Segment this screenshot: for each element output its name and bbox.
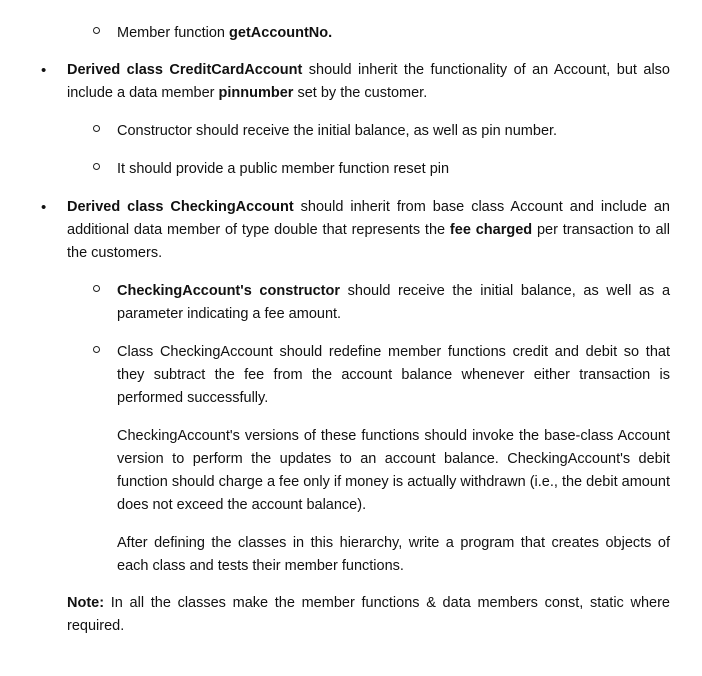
note-label: Note: — [67, 595, 105, 611]
bullet-icon: • — [41, 62, 47, 79]
sub-item-redefine-credit-debit: Class CheckingAccount should redefine member functions credit and debit so that they subtract the fee from the account balance whenever either transaction is performed successfully. — [117, 344, 670, 406]
note-text: In all the classes make the member functions & data members const, static where required. — [67, 595, 670, 634]
bullet-creditcardaccount — [67, 59, 670, 105]
bullet-icon: • — [41, 199, 47, 216]
bullet-text: should inherit the functionality of an Account, but also include a data member — [67, 62, 670, 101]
paragraph-checking-versions: CheckingAccount's versions of these functions should invoke the base-class Account version to perform the updates to an account balance. CheckingAccount's debit function should charge a fee only if money is actually withdrawn (i.e., the debit amount does not exceed the account balance). — [117, 428, 670, 513]
circle-bullet-icon — [93, 125, 100, 132]
sub-item-bold: getAccountNo. — [229, 25, 333, 41]
circle-bullet-icon — [93, 27, 100, 34]
circle-bullet-icon — [93, 285, 100, 292]
sub-item-text: Member function — [117, 25, 230, 41]
sub-item-bold: CheckingAccount's constructor — [117, 283, 340, 299]
note-paragraph — [67, 592, 670, 638]
circle-bullet-icon — [93, 346, 100, 353]
sub-item-reset-pin: It should provide a public member function reset pin — [117, 161, 450, 177]
sub-item-checking-constructor — [117, 280, 670, 326]
bullet-text-end: per transaction to all the customers. — [67, 222, 670, 261]
bullet-text-end: set by the customer. — [293, 85, 428, 101]
paragraph-after-defining: After defining the classes in this hierarchy, write a program that creates objects of each class and tests their member functions. — [117, 535, 670, 574]
bullet-bold-term: pinnumber — [218, 85, 294, 101]
bullet-text: should inherit from base class Account and include an additional data member of type double that represents the — [67, 199, 670, 238]
bullet-checkingaccount — [67, 196, 670, 265]
sub-item-text: should receive the initial balance, as well as a parameter indicating a fee amount. — [117, 283, 671, 322]
bullet-bold-term: fee charged — [449, 222, 533, 238]
circle-bullet-icon — [93, 163, 100, 170]
bullet-bold-title: Derived class CheckingAccount — [67, 199, 294, 215]
sub-item-getaccountno — [117, 22, 670, 45]
bullet-bold-title: Derived class CreditCardAccount — [67, 62, 303, 78]
sub-item-credit-constructor: Constructor should receive the initial balance, as well as pin number. — [117, 123, 558, 139]
